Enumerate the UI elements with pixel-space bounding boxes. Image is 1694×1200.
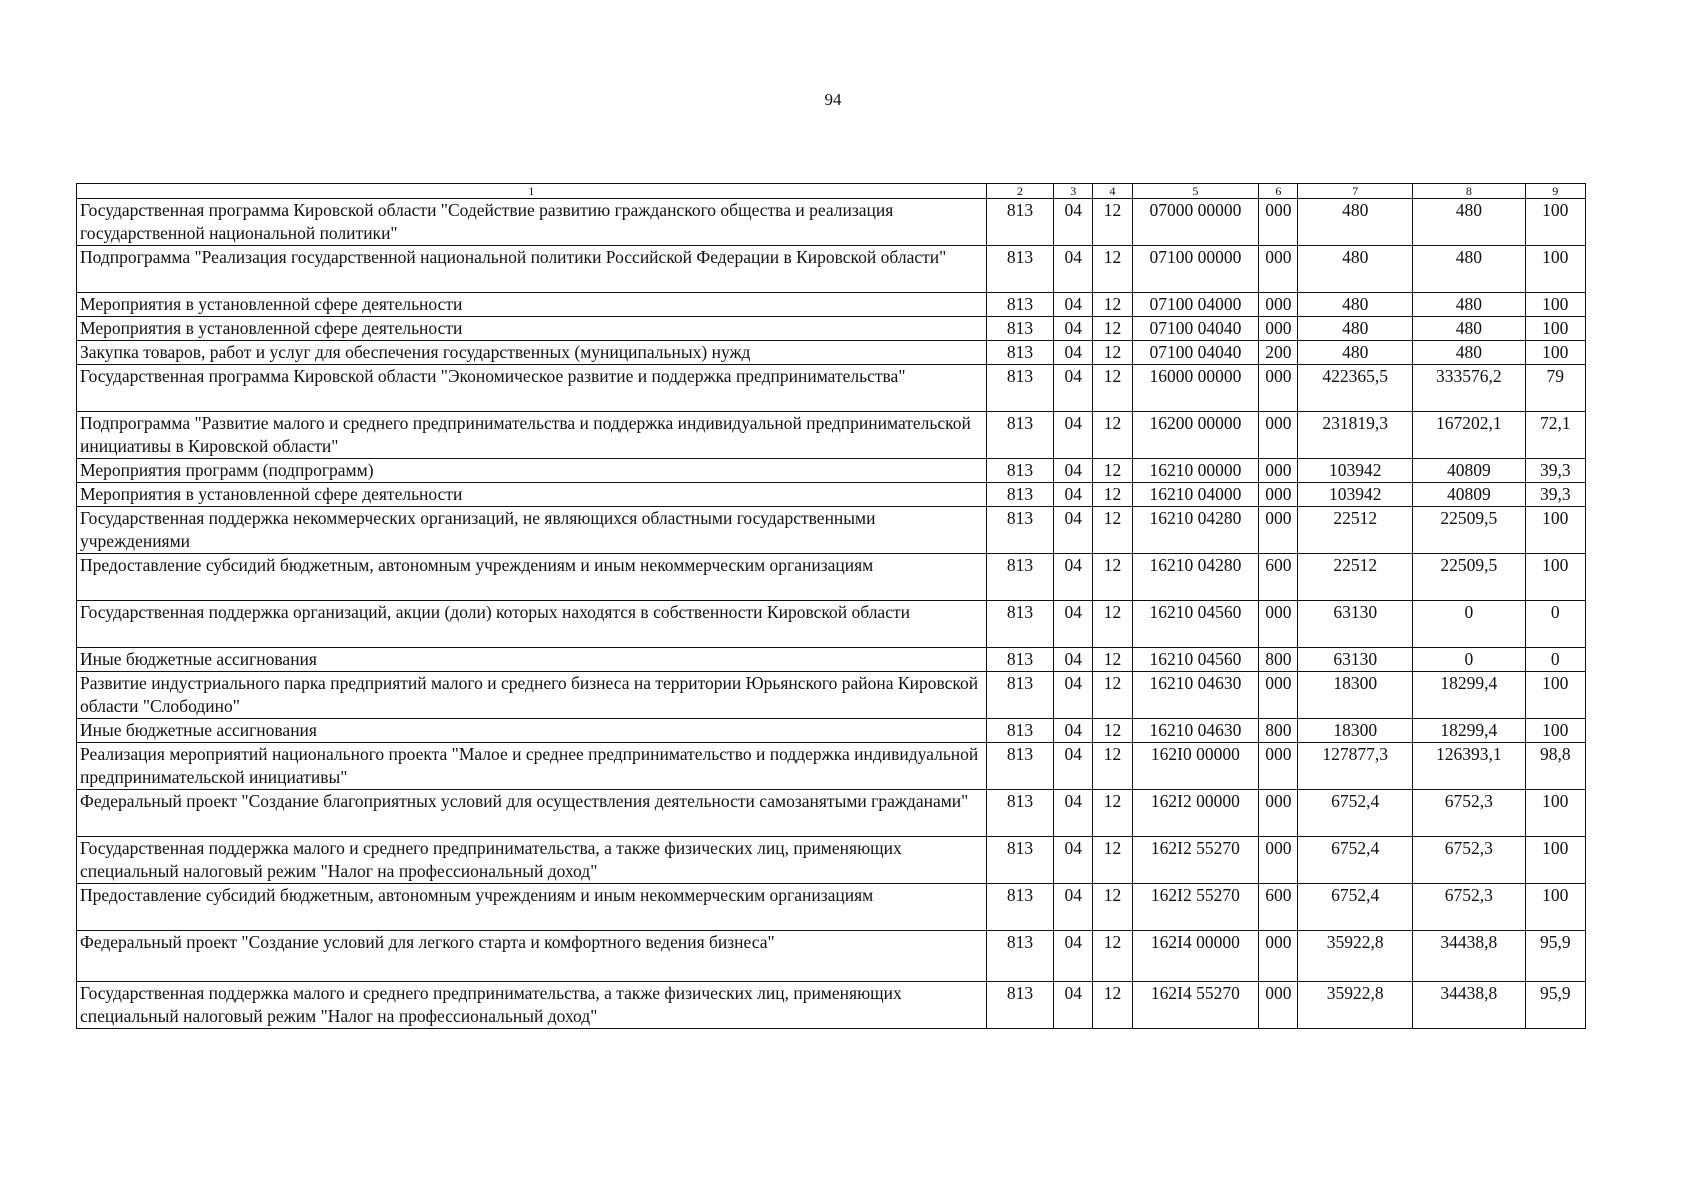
admin-code-cell: 813 xyxy=(986,483,1053,507)
expense-type-cell: 000 xyxy=(1259,483,1298,507)
column-header: 9 xyxy=(1525,184,1585,199)
row-name-cell: Подпрограмма "Развитие малого и среднего предпринимательства и поддержка индивидуальной предпринимательской инициативы в Кировской области" xyxy=(77,412,987,459)
row-name-cell: Предоставление субсидий бюджетным, автономным учреждениям и иным некоммерческим организациям xyxy=(77,554,987,601)
admin-code-cell: 813 xyxy=(986,412,1053,459)
table-row xyxy=(77,507,1586,554)
admin-code-cell: 813 xyxy=(986,672,1053,719)
planned-amount-cell: 480 xyxy=(1298,293,1413,317)
actual-amount-cell: 18299,4 xyxy=(1413,672,1526,719)
planned-amount-cell: 103942 xyxy=(1298,483,1413,507)
budget-table xyxy=(76,183,1586,1029)
expense-type-cell: 600 xyxy=(1259,884,1298,931)
admin-code-cell: 813 xyxy=(986,459,1053,483)
target-article-cell: 16000 00000 xyxy=(1132,365,1259,412)
expense-type-cell: 000 xyxy=(1259,601,1298,648)
admin-code-cell: 813 xyxy=(986,507,1053,554)
target-article-cell: 16210 04630 xyxy=(1132,719,1259,743)
section-cell: 04 xyxy=(1054,317,1093,341)
section-cell: 04 xyxy=(1054,931,1093,982)
target-article-cell: 16210 04560 xyxy=(1132,648,1259,672)
subsection-cell: 12 xyxy=(1093,884,1132,931)
target-article-cell: 16210 00000 xyxy=(1132,459,1259,483)
actual-amount-cell: 6752,3 xyxy=(1413,884,1526,931)
percent-cell: 98,8 xyxy=(1525,743,1585,790)
column-header: 1 xyxy=(77,184,987,199)
table-row xyxy=(77,790,1586,837)
planned-amount-cell: 18300 xyxy=(1298,672,1413,719)
section-cell: 04 xyxy=(1054,341,1093,365)
percent-cell: 100 xyxy=(1525,884,1585,931)
percent-cell: 0 xyxy=(1525,648,1585,672)
actual-amount-cell: 34438,8 xyxy=(1413,931,1526,982)
admin-code-cell: 813 xyxy=(986,790,1053,837)
expense-type-cell: 000 xyxy=(1259,982,1298,1029)
row-name-cell: Государственная программа Кировской области "Содействие развитию гражданского общества и реализация государственной национальной политики" xyxy=(77,199,987,246)
target-article-cell: 162I4 55270 xyxy=(1132,982,1259,1029)
target-article-cell: 162I0 00000 xyxy=(1132,743,1259,790)
expense-type-cell: 600 xyxy=(1259,554,1298,601)
admin-code-cell: 813 xyxy=(986,341,1053,365)
subsection-cell: 12 xyxy=(1093,743,1132,790)
subsection-cell: 12 xyxy=(1093,554,1132,601)
expense-type-cell: 800 xyxy=(1259,648,1298,672)
table-body xyxy=(77,199,1586,1029)
table-row xyxy=(77,554,1586,601)
target-article-cell: 16210 04630 xyxy=(1132,672,1259,719)
table-row xyxy=(77,648,1586,672)
admin-code-cell: 813 xyxy=(986,982,1053,1029)
target-article-cell: 162I2 55270 xyxy=(1132,837,1259,884)
row-name-cell: Иные бюджетные ассигнования xyxy=(77,719,987,743)
actual-amount-cell: 22509,5 xyxy=(1413,507,1526,554)
table-row xyxy=(77,341,1586,365)
column-header: 5 xyxy=(1132,184,1259,199)
percent-cell: 100 xyxy=(1525,719,1585,743)
expense-type-cell: 000 xyxy=(1259,199,1298,246)
section-cell: 04 xyxy=(1054,601,1093,648)
actual-amount-cell: 0 xyxy=(1413,601,1526,648)
section-cell: 04 xyxy=(1054,743,1093,790)
admin-code-cell: 813 xyxy=(986,317,1053,341)
row-name-cell: Государственная поддержка некоммерческих организаций, не являющихся областными государственными учреждениями xyxy=(77,507,987,554)
target-article-cell: 162I2 55270 xyxy=(1132,884,1259,931)
row-name-cell: Федеральный проект "Создание условий для легкого старта и комфортного ведения бизнеса" xyxy=(77,931,987,982)
expense-type-cell: 000 xyxy=(1259,317,1298,341)
target-article-cell: 16210 04280 xyxy=(1132,507,1259,554)
table-row xyxy=(77,483,1586,507)
section-cell: 04 xyxy=(1054,199,1093,246)
subsection-cell: 12 xyxy=(1093,931,1132,982)
table-row xyxy=(77,672,1586,719)
actual-amount-cell: 480 xyxy=(1413,293,1526,317)
column-header: 2 xyxy=(986,184,1053,199)
actual-amount-cell: 34438,8 xyxy=(1413,982,1526,1029)
subsection-cell: 12 xyxy=(1093,246,1132,293)
column-header: 8 xyxy=(1413,184,1526,199)
row-name-cell: Мероприятия программ (подпрограмм) xyxy=(77,459,987,483)
row-name-cell: Подпрограмма "Реализация государственной национальной политики Российской Федерации в Кировской области" xyxy=(77,246,987,293)
expense-type-cell: 000 xyxy=(1259,790,1298,837)
actual-amount-cell: 480 xyxy=(1413,199,1526,246)
admin-code-cell: 813 xyxy=(986,199,1053,246)
subsection-cell: 12 xyxy=(1093,459,1132,483)
table-row xyxy=(77,982,1586,1029)
percent-cell: 100 xyxy=(1525,317,1585,341)
row-name-cell: Мероприятия в установленной сфере деятельности xyxy=(77,483,987,507)
row-name-cell: Предоставление субсидий бюджетным, автономным учреждениям и иным некоммерческим организациям xyxy=(77,884,987,931)
actual-amount-cell: 126393,1 xyxy=(1413,743,1526,790)
target-article-cell: 07100 04040 xyxy=(1132,341,1259,365)
row-name-cell: Государственная программа Кировской области "Экономическое развитие и поддержка предпринимательства" xyxy=(77,365,987,412)
expense-type-cell: 000 xyxy=(1259,412,1298,459)
section-cell: 04 xyxy=(1054,719,1093,743)
planned-amount-cell: 63130 xyxy=(1298,648,1413,672)
percent-cell: 100 xyxy=(1525,341,1585,365)
planned-amount-cell: 6752,4 xyxy=(1298,837,1413,884)
admin-code-cell: 813 xyxy=(986,884,1053,931)
table-row xyxy=(77,246,1586,293)
admin-code-cell: 813 xyxy=(986,837,1053,884)
section-cell: 04 xyxy=(1054,837,1093,884)
section-cell: 04 xyxy=(1054,884,1093,931)
actual-amount-cell: 480 xyxy=(1413,341,1526,365)
section-cell: 04 xyxy=(1054,459,1093,483)
subsection-cell: 12 xyxy=(1093,317,1132,341)
actual-amount-cell: 18299,4 xyxy=(1413,719,1526,743)
section-cell: 04 xyxy=(1054,507,1093,554)
expense-type-cell: 000 xyxy=(1259,246,1298,293)
percent-cell: 95,9 xyxy=(1525,931,1585,982)
section-cell: 04 xyxy=(1054,648,1093,672)
section-cell: 04 xyxy=(1054,365,1093,412)
percent-cell: 100 xyxy=(1525,246,1585,293)
admin-code-cell: 813 xyxy=(986,365,1053,412)
expense-type-cell: 000 xyxy=(1259,837,1298,884)
admin-code-cell: 813 xyxy=(986,293,1053,317)
percent-cell: 72,1 xyxy=(1525,412,1585,459)
actual-amount-cell: 22509,5 xyxy=(1413,554,1526,601)
expense-type-cell: 000 xyxy=(1259,743,1298,790)
column-number-row xyxy=(77,184,1586,199)
percent-cell: 100 xyxy=(1525,507,1585,554)
section-cell: 04 xyxy=(1054,554,1093,601)
section-cell: 04 xyxy=(1054,246,1093,293)
percent-cell: 100 xyxy=(1525,554,1585,601)
table-row xyxy=(77,719,1586,743)
admin-code-cell: 813 xyxy=(986,743,1053,790)
table-row xyxy=(77,412,1586,459)
expense-type-cell: 200 xyxy=(1259,341,1298,365)
subsection-cell: 12 xyxy=(1093,341,1132,365)
planned-amount-cell: 35922,8 xyxy=(1298,982,1413,1029)
row-name-cell: Мероприятия в установленной сфере деятельности xyxy=(77,317,987,341)
table-row xyxy=(77,317,1586,341)
subsection-cell: 12 xyxy=(1093,982,1132,1029)
percent-cell: 39,3 xyxy=(1525,483,1585,507)
planned-amount-cell: 103942 xyxy=(1298,459,1413,483)
subsection-cell: 12 xyxy=(1093,790,1132,837)
actual-amount-cell: 6752,3 xyxy=(1413,837,1526,884)
planned-amount-cell: 231819,3 xyxy=(1298,412,1413,459)
percent-cell: 0 xyxy=(1525,601,1585,648)
target-article-cell: 07000 00000 xyxy=(1132,199,1259,246)
actual-amount-cell: 333576,2 xyxy=(1413,365,1526,412)
actual-amount-cell: 40809 xyxy=(1413,459,1526,483)
actual-amount-cell: 167202,1 xyxy=(1413,412,1526,459)
row-name-cell: Развитие индустриального парка предприятий малого и среднего бизнеса на территории Юрьянского района Кировской области "Слободино" xyxy=(77,672,987,719)
percent-cell: 100 xyxy=(1525,293,1585,317)
actual-amount-cell: 6752,3 xyxy=(1413,790,1526,837)
subsection-cell: 12 xyxy=(1093,365,1132,412)
row-name-cell: Мероприятия в установленной сфере деятельности xyxy=(77,293,987,317)
subsection-cell: 12 xyxy=(1093,293,1132,317)
column-header: 4 xyxy=(1093,184,1132,199)
table-row xyxy=(77,931,1586,982)
subsection-cell: 12 xyxy=(1093,601,1132,648)
section-cell: 04 xyxy=(1054,672,1093,719)
table-row xyxy=(77,365,1586,412)
percent-cell: 100 xyxy=(1525,837,1585,884)
actual-amount-cell: 0 xyxy=(1413,648,1526,672)
planned-amount-cell: 35922,8 xyxy=(1298,931,1413,982)
actual-amount-cell: 480 xyxy=(1413,246,1526,293)
target-article-cell: 16210 04560 xyxy=(1132,601,1259,648)
table-row xyxy=(77,199,1586,246)
percent-cell: 79 xyxy=(1525,365,1585,412)
planned-amount-cell: 127877,3 xyxy=(1298,743,1413,790)
table-row xyxy=(77,293,1586,317)
page-number: 94 xyxy=(824,90,842,109)
target-article-cell: 07100 04000 xyxy=(1132,293,1259,317)
subsection-cell: 12 xyxy=(1093,672,1132,719)
subsection-cell: 12 xyxy=(1093,507,1132,554)
planned-amount-cell: 6752,4 xyxy=(1298,790,1413,837)
subsection-cell: 12 xyxy=(1093,648,1132,672)
planned-amount-cell: 480 xyxy=(1298,341,1413,365)
target-article-cell: 162I2 00000 xyxy=(1132,790,1259,837)
actual-amount-cell: 40809 xyxy=(1413,483,1526,507)
table-row xyxy=(77,884,1586,931)
subsection-cell: 12 xyxy=(1093,412,1132,459)
row-name-cell: Закупка товаров, работ и услуг для обеспечения государственных (муниципальных) нужд xyxy=(77,341,987,365)
row-name-cell: Федеральный проект "Создание благоприятных условий для осуществления деятельности самозанятыми гражданами" xyxy=(77,790,987,837)
row-name-cell: Государственная поддержка малого и среднего предпринимательства, а также физических лиц, применяющих специальный налоговый режим "Налог на профессиональный доход" xyxy=(77,982,987,1029)
percent-cell: 95,9 xyxy=(1525,982,1585,1029)
subsection-cell: 12 xyxy=(1093,483,1132,507)
row-name-cell: Государственная поддержка организаций, акции (доли) которых находятся в собственности Кировской области xyxy=(77,601,987,648)
table-row xyxy=(77,601,1586,648)
actual-amount-cell: 480 xyxy=(1413,317,1526,341)
target-article-cell: 16210 04280 xyxy=(1132,554,1259,601)
planned-amount-cell: 6752,4 xyxy=(1298,884,1413,931)
planned-amount-cell: 480 xyxy=(1298,199,1413,246)
section-cell: 04 xyxy=(1054,982,1093,1029)
expense-type-cell: 000 xyxy=(1259,507,1298,554)
section-cell: 04 xyxy=(1054,293,1093,317)
expense-type-cell: 000 xyxy=(1259,459,1298,483)
admin-code-cell: 813 xyxy=(986,601,1053,648)
table-row xyxy=(77,743,1586,790)
planned-amount-cell: 22512 xyxy=(1298,507,1413,554)
target-article-cell: 07100 04040 xyxy=(1132,317,1259,341)
admin-code-cell: 813 xyxy=(986,931,1053,982)
section-cell: 04 xyxy=(1054,483,1093,507)
admin-code-cell: 813 xyxy=(986,719,1053,743)
row-name-cell: Государственная поддержка малого и среднего предпринимательства, а также физических лиц, применяющих специальный налоговый режим "Налог на профессиональный доход" xyxy=(77,837,987,884)
planned-amount-cell: 22512 xyxy=(1298,554,1413,601)
percent-cell: 100 xyxy=(1525,790,1585,837)
section-cell: 04 xyxy=(1054,412,1093,459)
row-name-cell: Иные бюджетные ассигнования xyxy=(77,648,987,672)
expense-type-cell: 000 xyxy=(1259,931,1298,982)
row-name-cell: Реализация мероприятий национального проекта "Малое и среднее предпринимательство и поддержка индивидуальной предпринимательской инициативы" xyxy=(77,743,987,790)
planned-amount-cell: 63130 xyxy=(1298,601,1413,648)
expense-type-cell: 800 xyxy=(1259,719,1298,743)
admin-code-cell: 813 xyxy=(986,246,1053,293)
table-row xyxy=(77,459,1586,483)
planned-amount-cell: 422365,5 xyxy=(1298,365,1413,412)
percent-cell: 100 xyxy=(1525,672,1585,719)
planned-amount-cell: 480 xyxy=(1298,246,1413,293)
percent-cell: 39,3 xyxy=(1525,459,1585,483)
expense-type-cell: 000 xyxy=(1259,672,1298,719)
column-header: 6 xyxy=(1259,184,1298,199)
target-article-cell: 16210 04000 xyxy=(1132,483,1259,507)
admin-code-cell: 813 xyxy=(986,554,1053,601)
section-cell: 04 xyxy=(1054,790,1093,837)
expense-type-cell: 000 xyxy=(1259,365,1298,412)
admin-code-cell: 813 xyxy=(986,648,1053,672)
target-article-cell: 16200 00000 xyxy=(1132,412,1259,459)
target-article-cell: 07100 00000 xyxy=(1132,246,1259,293)
column-header: 3 xyxy=(1054,184,1093,199)
percent-cell: 100 xyxy=(1525,199,1585,246)
target-article-cell: 162I4 00000 xyxy=(1132,931,1259,982)
planned-amount-cell: 18300 xyxy=(1298,719,1413,743)
subsection-cell: 12 xyxy=(1093,719,1132,743)
subsection-cell: 12 xyxy=(1093,199,1132,246)
planned-amount-cell: 480 xyxy=(1298,317,1413,341)
column-header: 7 xyxy=(1298,184,1413,199)
table-row xyxy=(77,837,1586,884)
subsection-cell: 12 xyxy=(1093,837,1132,884)
expense-type-cell: 000 xyxy=(1259,293,1298,317)
